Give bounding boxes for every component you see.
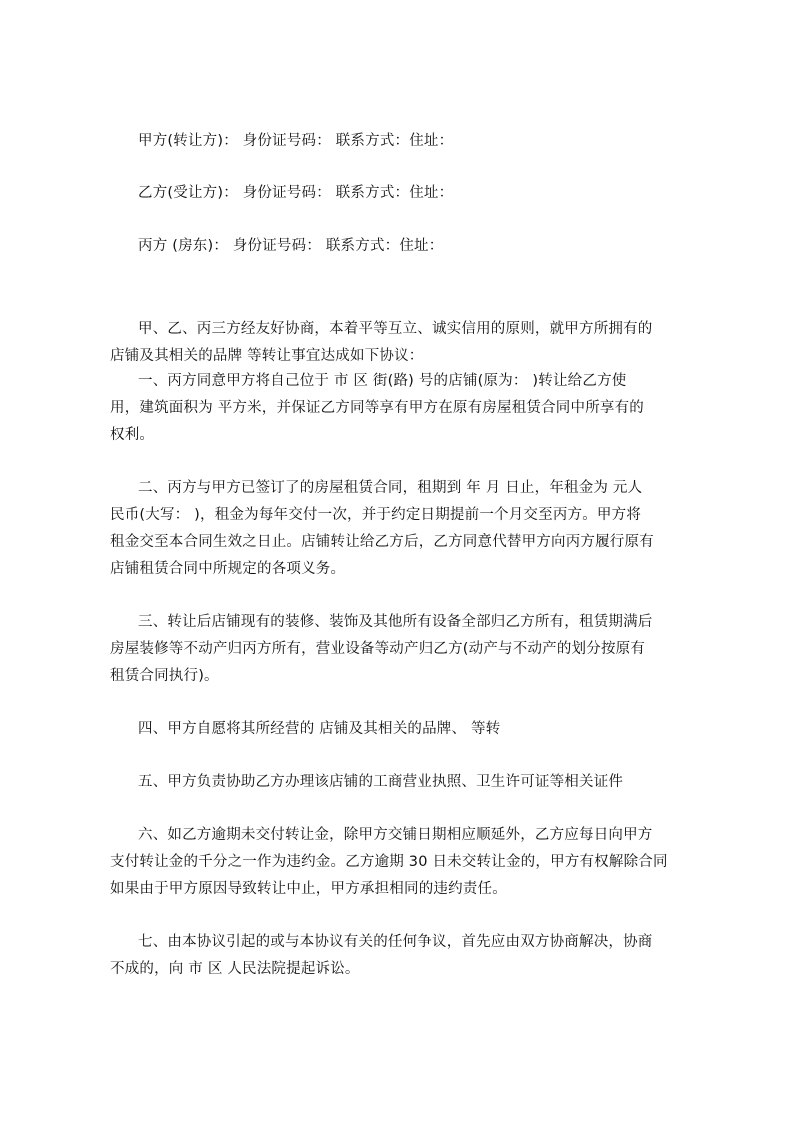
intro-line-1: 甲、乙、丙三方经友好协商，本着平等互立、诚实信用的原则，就甲方所拥有的 (138, 321, 653, 337)
clause-1-line-3: 权利。 (110, 427, 155, 443)
party-b-line: 乙方(受让方)： 身份证号码： 联系方式：住址： (138, 185, 454, 201)
clause-2-line-1: 二、丙方与甲方已签订了的房屋租赁合同，租期到 年 月 日止，年租金为 元人 (138, 480, 643, 496)
clause-6-line-2: 支付转让金的千分之一作为违约金。乙方逾期 30 日未交转让金的，甲方有权解除合同 (110, 854, 668, 870)
intro-line-2: 店铺及其相关的品牌 等转让事宜达成如下协议： (110, 348, 424, 364)
clause-7-line-1: 七、由本协议引起的或与本协议有关的任何争议，首先应由双方协商解决，协商 (138, 934, 653, 950)
clause-1-line-1: 一、丙方同意甲方将自己位于 市 区 街(路) 号的店铺(原为： )转让给乙方使 (138, 373, 627, 389)
clause-2-line-3: 租金交至本合同生效之日止。店铺转让给乙方后，乙方同意代替甲方向丙方履行原有 (110, 534, 654, 550)
clause-6-line-1: 六、如乙方逾期未交付转让金，除甲方交铺日期相应顺延外，乙方应每日向甲方 (138, 827, 653, 843)
clause-3-line-1: 三、转让后店铺现有的装修、装饰及其他所有设备全部归乙方所有，租赁期满后 (138, 614, 653, 630)
party-c-line: 丙方 (房东)： 身份证号码： 联系方式：住址： (138, 238, 444, 254)
clause-2-line-4: 店铺租赁合同中所规定的各项义务。 (110, 561, 346, 577)
clause-3-line-2: 房屋装修等不动产归丙方所有，营业设备等动产归乙方(动产与不动产的划分按原有 (110, 641, 646, 657)
clause-7-line-2: 不成的，向 市 区 人民法院提起诉讼。 (110, 961, 360, 977)
clause-3-line-3: 租赁合同执行)。 (110, 668, 219, 684)
clause-6-line-3: 如果由于甲方原因导致转让中止，甲方承担相同的违约责任。 (110, 881, 507, 897)
clause-1-line-2: 用，建筑面积为 平方米，并保证乙方同等享有甲方在原有房屋租赁合同中所享有的 (110, 400, 645, 416)
clause-4-line-1: 四、甲方自愿将其所经营的 店铺及其相关的品牌、 等转 (138, 721, 501, 737)
clause-5-line-1: 五、甲方负责协助乙方办理该店铺的工商营业执照、卫生许可证等相关证件 (138, 774, 624, 790)
clause-2-line-2: 民币(大写： )，租金为每年交付一次，并于约定日期提前一个月交至丙方。甲方将 (110, 507, 642, 523)
party-a-line: 甲方(转让方)： 身份证号码： 联系方式：住址： (138, 133, 454, 149)
